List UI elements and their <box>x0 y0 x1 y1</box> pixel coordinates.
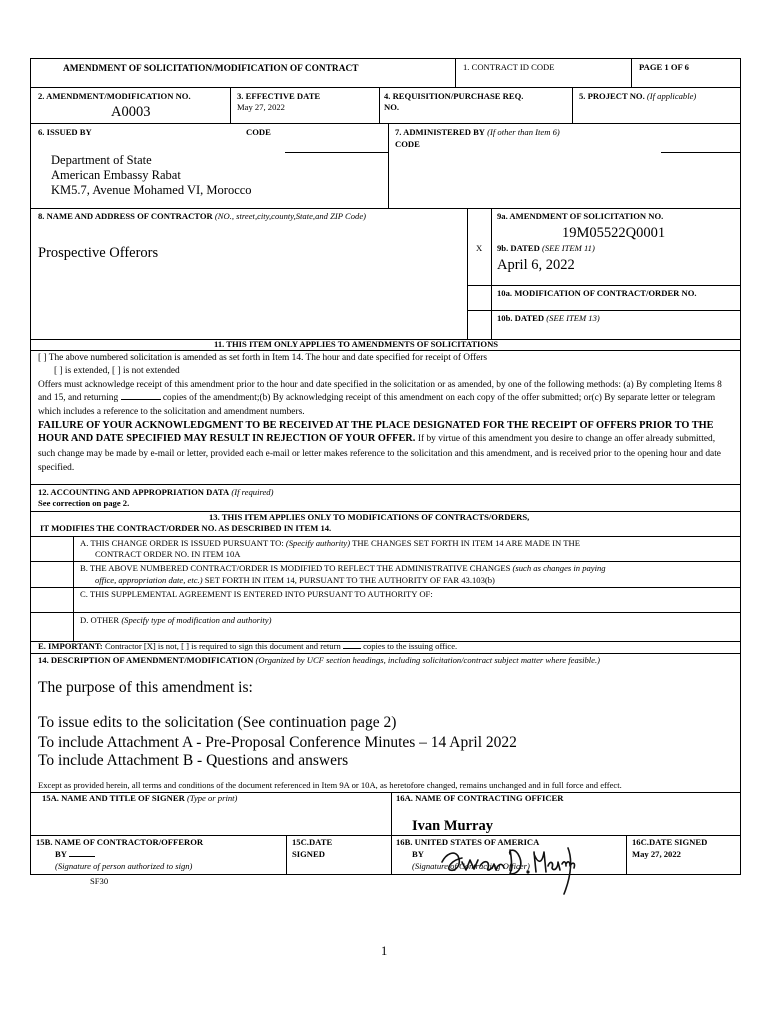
solicitation-no-value: 19M05522Q0001 <box>562 225 666 241</box>
item11-line-1: [ ] The above numbered solicitation is amended as set forth in Item 14. The hour and date specified for receipt of Offers <box>38 353 488 363</box>
amendment-line-1: To issue edits to the solicitation (See continuation page 2) <box>38 714 397 731</box>
rule <box>30 484 741 485</box>
page-count-label: PAGE 1 OF 6 <box>639 62 689 72</box>
contractor-label-text: 8. NAME AND ADDRESS OF CONTRACTOR <box>38 211 213 221</box>
project-no-label <box>579 92 696 102</box>
rule <box>30 208 741 209</box>
page-number: 1 <box>381 944 388 958</box>
item12-label-text: 12. ACCOUNTING AND APPROPRIATION DATA <box>38 487 230 497</box>
item14-label-text: 14. DESCRIPTION OF AMENDMENT/MODIFICATION <box>38 655 254 665</box>
item11-para-a: Offers must acknowledge receipt of this amendment prior to the hour and date specified in the solicitation or as amended, by one of the following methods: (a) By completing Items 8 and 15, and returning <box>38 380 722 404</box>
item14-label <box>38 656 600 666</box>
item13-option-c: C. THIS SUPPLEMENTAL AGREEMENT IS ENTERED INTO PURSUANT TO AUTHORITY OF: <box>80 589 433 599</box>
officer-handwritten-signature <box>432 836 582 896</box>
important-notice <box>38 642 457 652</box>
rule <box>30 612 741 613</box>
administered-by-hint: (If other than Item 6) <box>487 127 560 137</box>
usa-signature-label: 16B. UNITED STATES OF AMERICA <box>396 837 540 847</box>
officer-signature-hint: (Signature of Contracting Officer) <box>412 861 530 871</box>
item11-para-b: copies of the amendment;(b) By acknowledging receipt of this amendment on each copy of the offer submitted; or(c) By separate letter or telegram which includes a reference to the solicitation and amendment numbers. <box>38 393 716 417</box>
contractor-date-label: 15C.DATE <box>292 837 333 847</box>
item11-warning <box>38 419 728 476</box>
item11-instructions <box>38 379 734 419</box>
rule <box>455 58 456 87</box>
dated-label <box>497 244 595 254</box>
contractor-label-hint: (NO., street,city,county,State,and ZIP Code) <box>214 211 367 221</box>
item12-hint: (If required) <box>231 487 274 497</box>
contractor-date-label-2: SIGNED <box>292 849 325 859</box>
amendment-line-3: To include Attachment B - Questions and answers <box>38 752 349 769</box>
item12-label <box>38 488 273 498</box>
option-b-hint: (such as changes in paying <box>512 563 606 573</box>
date-signed-value: May 27, 2022 <box>632 849 681 859</box>
contractor-signature-hint: (Signature of person authorized to sign) <box>55 861 193 871</box>
rule <box>467 208 468 339</box>
contracting-officer-label: 16A. NAME OF CONTRACTING OFFICER <box>396 793 564 803</box>
rule <box>30 536 741 537</box>
item13-title-1: 13. THIS ITEM APPLIES ONLY TO MODIFICATIONS OF CONTRACTS/ORDERS, <box>209 512 530 522</box>
option-b-line-2 <box>95 576 495 586</box>
important-text-2: copies to the issuing office. <box>363 641 458 651</box>
dated-label-hint: (SEE ITEM 11) <box>541 243 595 253</box>
rule <box>30 87 741 88</box>
item14-hint: (Organized by UCF section headings, including solicitation/contract subject matter where feasible.) <box>255 655 600 665</box>
modification-no-label: 10a. MODIFICATION OF CONTRACT/ORDER NO. <box>497 288 697 298</box>
rule <box>30 561 741 562</box>
project-no-text: 5. PROJECT NO. <box>579 91 645 101</box>
item12-note: See correction on page 2. <box>38 498 130 508</box>
option-b-text: B. THE ABOVE NUMBERED CONTRACT/ORDER IS MODIFIED TO REFLECT THE ADMINISTRATIVE CHANGES <box>80 563 511 573</box>
item13-option-a <box>80 539 580 549</box>
amendment-line-2: To include Attachment A - Pre-Proposal Conference Minutes – 14 April 2022 <box>38 734 517 751</box>
return-copies-blank <box>343 648 361 649</box>
rule <box>572 87 573 123</box>
option-a-line-2: CONTRACT ORDER NO. IN ITEM 10A <box>95 549 241 559</box>
rule <box>379 87 380 123</box>
signer-name-hint: (Type or print) <box>186 793 238 803</box>
officer-by-label: BY <box>412 849 424 859</box>
item11-title: 11. THIS ITEM ONLY APPLIES TO AMENDMENTS OF SOLICITATIONS <box>214 339 499 349</box>
rule <box>626 835 627 875</box>
modification-dated-text: 10b. DATED <box>497 313 545 323</box>
issuer-line-3: KM5.7, Avenue Mohamed VI, Morocco <box>51 183 252 197</box>
option-b-hint-2: office, appropriation date, etc.) <box>95 575 203 585</box>
item11-para-c: If by virtue of this amendment you desire to change an offer already submitted, such change may be made by e-mail or letter, provided each e-mail or letter makes reference to the solicitation and this amendment, and is received prior to the opening hour and date specified. <box>38 434 721 474</box>
item11-line-2: [ ] is extended, [ ] is not extended <box>54 366 180 376</box>
project-no-hint: (If applicable) <box>646 91 697 101</box>
rule <box>30 653 741 654</box>
form-number: SF30 <box>90 876 109 886</box>
signer-name-label <box>42 794 237 804</box>
issued-code-label: CODE <box>246 127 271 137</box>
rule <box>73 536 74 641</box>
solicitation-checkbox-mark: X <box>476 243 483 253</box>
form-title: AMENDMENT OF SOLICITATION/MODIFICATION OF CONTRACT <box>63 64 359 74</box>
option-b-text-2: SET FORTH IN ITEM 14, PURSUANT TO THE AUTHORITY OF FAR 43.103(b) <box>204 575 495 585</box>
effective-date-label: 3. EFFECTIVE DATE <box>237 91 321 101</box>
rule <box>285 152 388 153</box>
rule <box>30 123 741 124</box>
contracting-officer-name: Ivan Murray <box>412 818 493 834</box>
administered-code-label: CODE <box>395 139 420 149</box>
rule <box>391 792 392 875</box>
terms-unchanged-statement: Except as provided herein, all terms and conditions of the document referenced in Item 9A or 10A, as heretofore changed, remains unchanged and in full force and effect. <box>38 780 622 790</box>
item13-title-2: IT MODIFIES THE CONTRACT/ORDER NO. AS DESCRIBED IN ITEM 14. <box>40 523 332 533</box>
requisition-label: 4. REQUISITION/PURCHASE REQ. <box>384 91 524 101</box>
rule <box>30 350 741 351</box>
contract-id-label: 1. CONTRACT ID CODE <box>463 62 555 72</box>
rule <box>631 58 632 87</box>
important-text: Contractor [X] is not, [ ] is required to sign this document and return <box>104 641 341 651</box>
option-a-hint: (Specify authority) <box>285 538 351 548</box>
item13-option-b <box>80 564 606 574</box>
effective-date-value: May 27, 2022 <box>237 102 285 112</box>
amendment-no-value: A0003 <box>111 104 151 120</box>
amendment-no-label: 2. AMENDMENT/MODIFICATION NO. <box>38 91 191 101</box>
requisition-label-2: NO. <box>384 102 400 112</box>
option-a-text: A. THIS CHANGE ORDER IS ISSUED PURSUANT TO: <box>80 538 284 548</box>
contractor-by-text: BY <box>55 849 67 859</box>
contractor-offeror-label: 15B. NAME OF CONTRACTOR/OFFEROR <box>36 837 204 847</box>
administered-by-text: 7. ADMINISTERED BY <box>395 127 486 137</box>
copies-blank <box>121 399 161 400</box>
signer-name-text: 15A. NAME AND TITLE OF SIGNER <box>42 793 185 803</box>
amendment-purpose: The purpose of this amendment is: <box>38 679 253 696</box>
option-a-text-2: THE CHANGES SET FORTH IN ITEM 14 ARE MADE IN THE <box>352 538 580 548</box>
rule <box>467 285 741 286</box>
rule <box>467 310 741 311</box>
contractor-by-label <box>55 850 95 860</box>
important-label: E. IMPORTANT: <box>38 641 103 651</box>
dated-label-text: 9b. DATED <box>497 243 540 253</box>
administered-by-label <box>395 128 560 138</box>
rule <box>286 835 287 875</box>
issuer-line-1: Department of State <box>51 153 152 167</box>
issuer-line-2: American Embassy Rabat <box>51 168 181 182</box>
issued-by-label: 6. ISSUED BY <box>38 127 92 137</box>
rule <box>30 835 741 836</box>
rule <box>661 152 741 153</box>
contractor-signature-blank <box>69 856 95 857</box>
solicitation-no-label: 9a. AMENDMENT OF SOLICITATION NO. <box>497 211 664 221</box>
rule <box>230 87 231 123</box>
contractor-value: Prospective Offerors <box>38 245 159 261</box>
rule <box>491 208 492 339</box>
option-d-hint: (Specify type of modification and authority) <box>121 615 272 625</box>
rule <box>30 587 741 588</box>
item11-warning-text: FAILURE OF YOUR ACKNOWLEDGMENT TO BE RECEIVED AT THE PLACE DESIGNATED FOR THE RECEIPT OF OFFERS PRIOR TO THE HOUR AND DATE SPECIFIED MAY RESULT IN REJECTION OF YOUR OFFER. <box>38 420 714 445</box>
modification-dated-hint: (SEE ITEM 13) <box>546 313 600 323</box>
rule <box>388 123 389 208</box>
date-signed-label: 16C.DATE SIGNED <box>632 837 708 847</box>
dated-value: April 6, 2022 <box>497 257 575 273</box>
option-d-text: D. OTHER <box>80 615 120 625</box>
item13-option-d <box>80 616 271 626</box>
contractor-label <box>38 212 366 222</box>
modification-dated-label <box>497 314 600 324</box>
